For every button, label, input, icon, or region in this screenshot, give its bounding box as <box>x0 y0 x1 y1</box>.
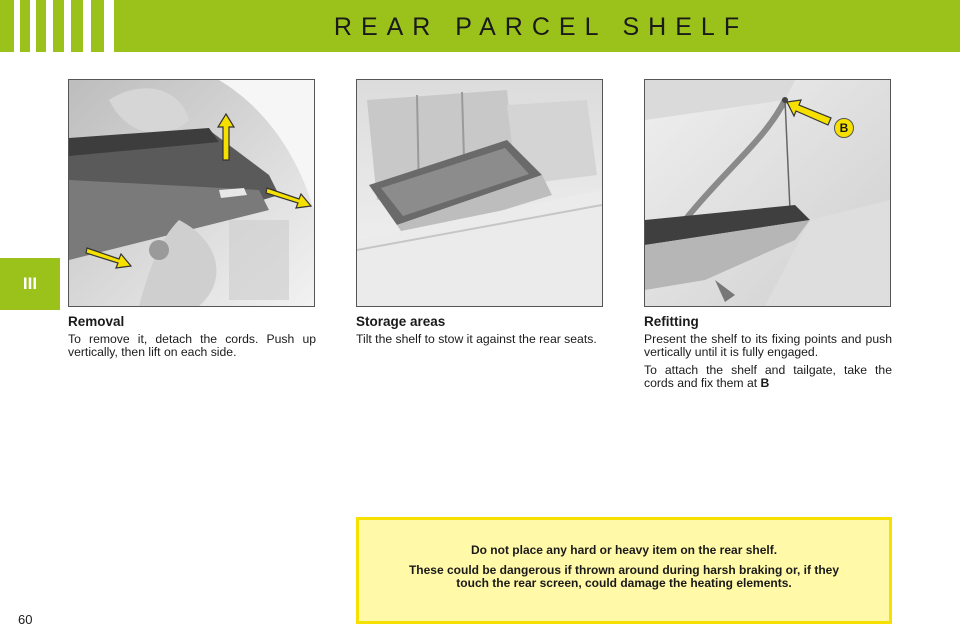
storage-text: Tilt the shelf to stow it against the rear seats. <box>356 332 597 346</box>
header-stripe <box>83 0 91 52</box>
refitting-text-2-body: To attach the shelf and tailgate, take the cords and fix them at <box>644 363 892 390</box>
storage-section <box>356 314 604 352</box>
refitting-heading: Refitting <box>644 314 699 329</box>
refitting-text-1: Present the shelf to its fixing points and push vertically until it is fully engaged. <box>644 332 892 359</box>
yellow-arrow-icon <box>265 180 313 210</box>
header-stripe <box>104 0 114 52</box>
storage-heading: Storage areas <box>356 314 446 329</box>
chapter-tab[interactable]: III <box>0 258 60 310</box>
removal-illustration <box>68 79 315 307</box>
storage-illustration <box>356 79 603 307</box>
header-stripe <box>64 0 71 52</box>
refitting-illustration <box>644 79 891 307</box>
removal-text: To remove it, detach the cords. Push up vertically, then lift on each side. <box>68 332 316 359</box>
page-title: REAR PARCEL SHELF <box>333 13 749 41</box>
warning-line-2: These could be dangerous if thrown around during harsh braking or, if they touch the rear screen, could damage the heating elements. <box>408 563 840 590</box>
header-stripes <box>0 0 122 52</box>
page-number: 60 <box>18 612 33 627</box>
header-stripe <box>14 0 20 52</box>
yellow-arrow-icon <box>85 240 133 270</box>
warning-box <box>356 517 892 624</box>
refitting-text-2 <box>644 364 892 389</box>
yellow-arrow-icon <box>785 98 833 130</box>
header-stripe <box>46 0 53 52</box>
header-stripe <box>30 0 36 52</box>
refitting-emphasis: B <box>760 375 770 390</box>
removal-section <box>68 314 316 364</box>
warning-line-1: Do not place any hard or heavy item on the rear shelf. <box>470 543 778 557</box>
page-header <box>0 0 960 52</box>
yellow-arrow-icon <box>217 113 235 161</box>
refitting-section <box>644 314 892 395</box>
removal-heading: Removal <box>68 314 125 329</box>
callout-b-icon: B <box>834 118 854 138</box>
